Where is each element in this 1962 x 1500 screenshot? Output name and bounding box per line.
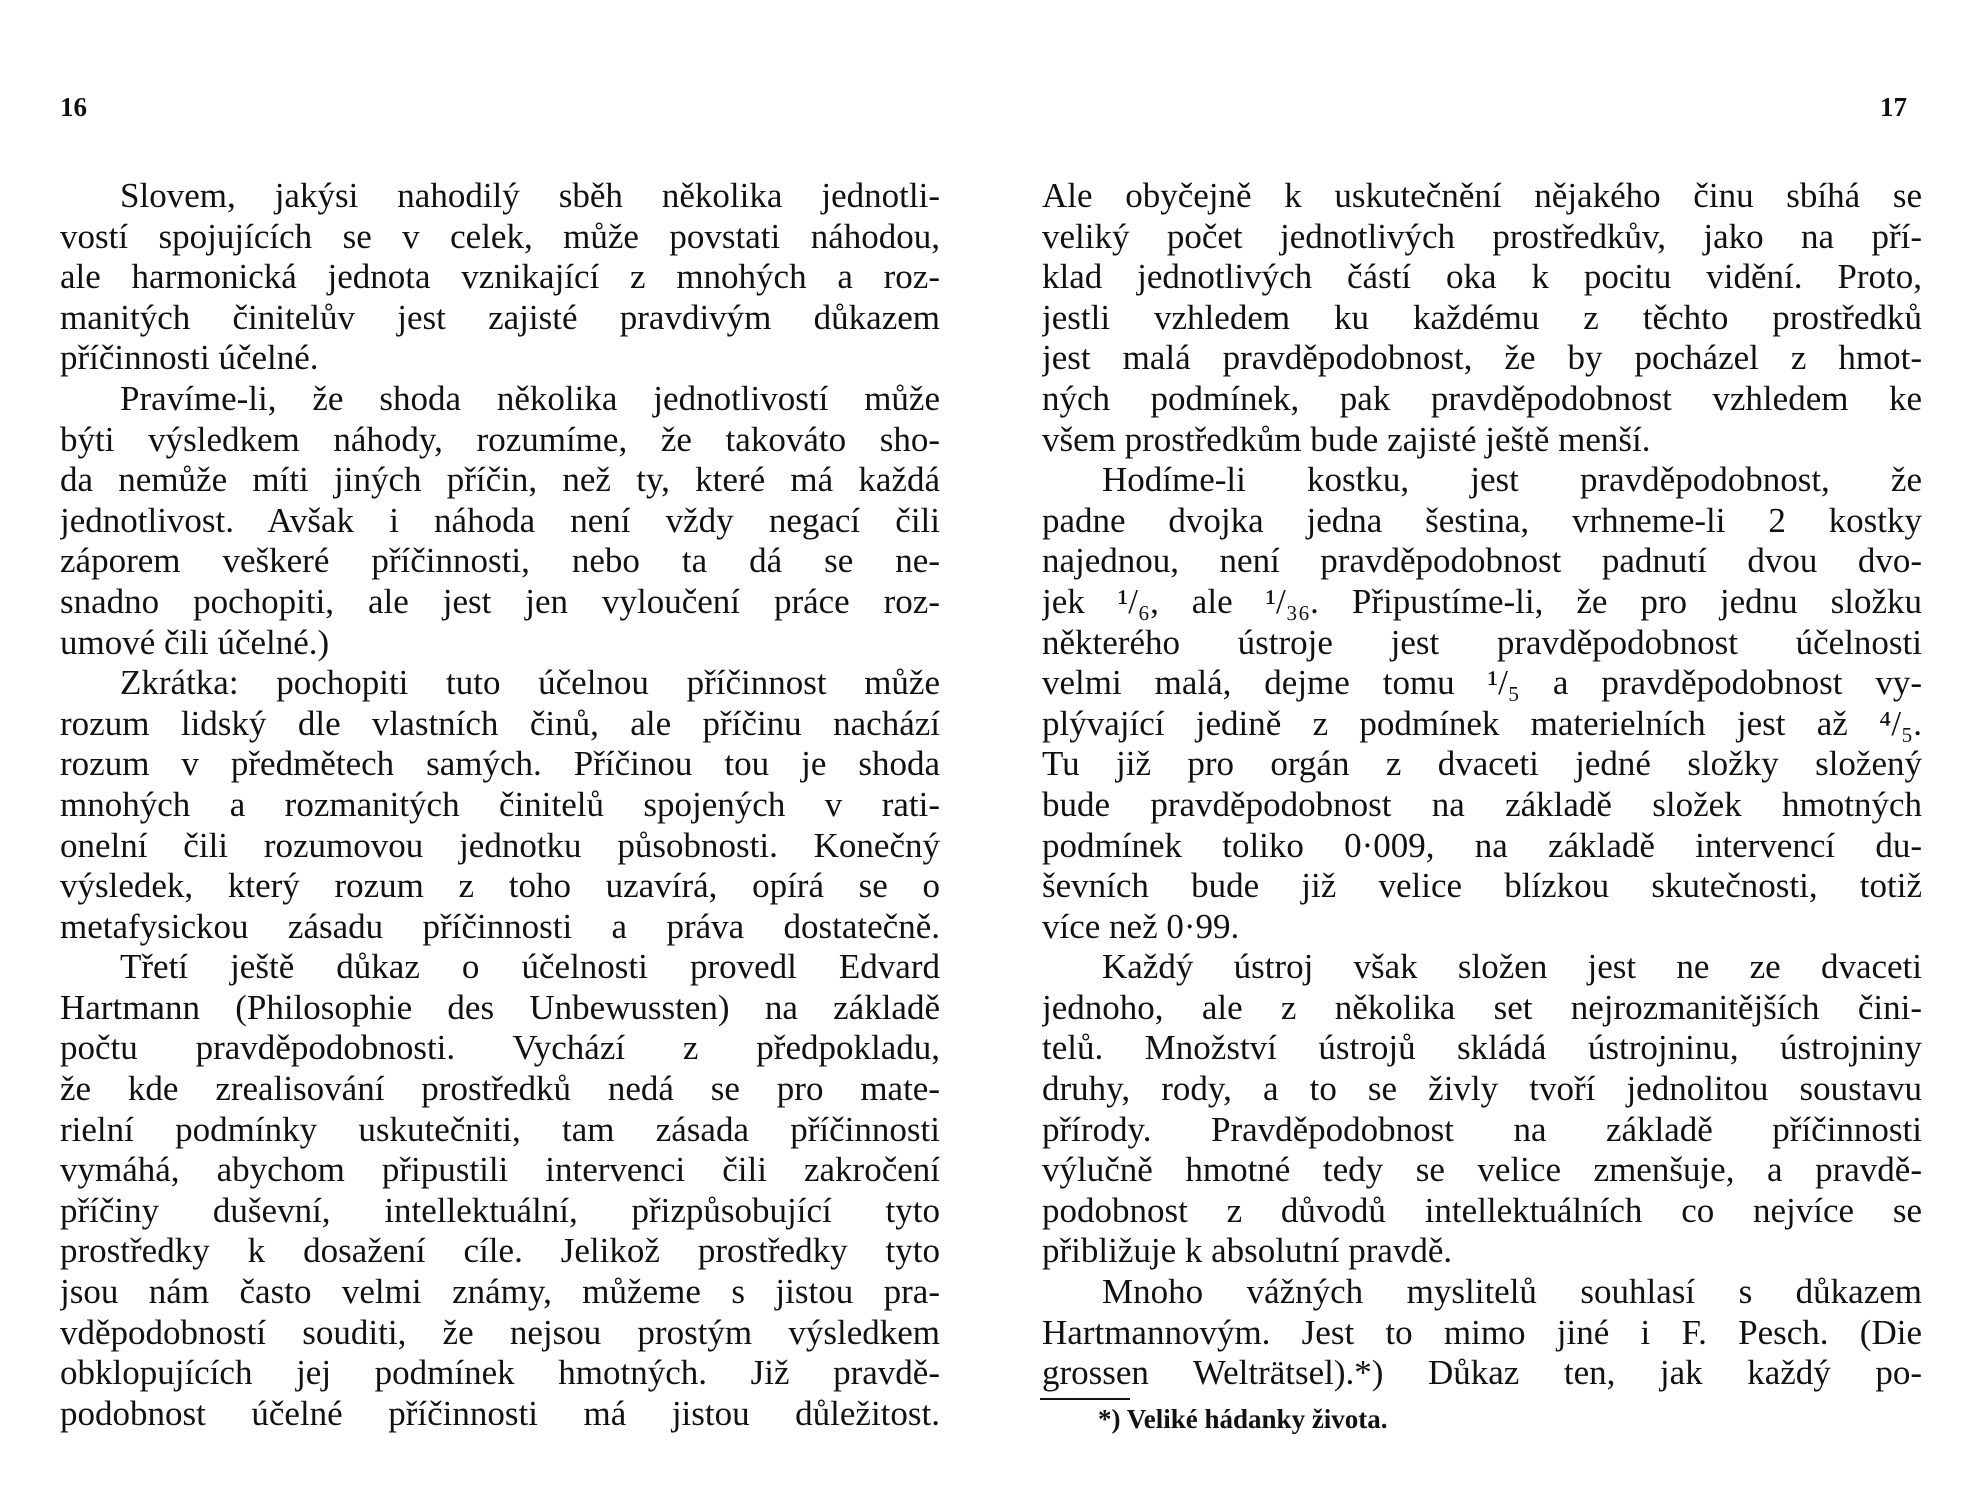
text-line: vymáhá, abychom připustili intervenci čili zakročení: [60, 1150, 940, 1190]
text-line: jek ¹/₆, ale ¹/₃₆. Připustíme-li, že pro jednu složku: [1042, 581, 1922, 621]
text-line: Mnoho vážných myslitelů souhlasí s důkazem: [1102, 1272, 1922, 1312]
text-line: že kde zrealisování prostředků nedá se pro mate-: [60, 1069, 940, 1109]
text-line: prostředky k dosažení cíle. Jelikož prostředky tyto: [60, 1231, 940, 1271]
text-line: veliký počet jednotlivých prostředkův, jako na pří-: [1042, 216, 1922, 256]
left-page-text: [60, 176, 940, 1434]
text-line: Hartmannovým. Jest to mimo jiné i F. Pesch. (Die: [1042, 1312, 1922, 1352]
text-line: Každý ústroj však složen jest ne ze dvaceti: [1102, 947, 1922, 987]
text-line: rozum lidský dle vlastních činů, ale příčinu nachází: [60, 703, 940, 743]
text-line: druhy, rody, a to se živly tvoří jednolitou soustavu: [1042, 1069, 1922, 1109]
text-line: jednotlivost. Avšak i náhoda není vždy negací čili: [60, 500, 940, 540]
text-line: záporem veškeré příčinnosti, nebo ta dá se ne-: [60, 541, 940, 581]
text-line: podobnost z důvodů intellektuálních co nejvíce se: [1042, 1190, 1922, 1230]
text-line: býti výsledkem náhody, rozumíme, že takováto sho-: [60, 419, 940, 459]
text-line: více než 0·99.: [1042, 906, 1240, 946]
text-line: přibližuje k absolutní pravdě.: [1042, 1231, 1453, 1271]
text-line: všem prostředkům bude zajisté ještě menší.: [1042, 419, 1651, 459]
text-line: velmi malá, dejme tomu ¹/₅ a pravděpodobnost vy-: [1042, 663, 1922, 703]
text-line: Pravíme-li, že shoda několika jednotlivostí může: [120, 378, 940, 418]
text-line: najednou, není pravděpodobnost padnutí dvou dvo-: [1042, 541, 1922, 581]
text-line: snadno pochopiti, ale jest jen vyloučení práce roz-: [60, 581, 940, 621]
text-line: počtu pravděpodobnosti. Vychází z předpokladu,: [60, 1028, 940, 1068]
text-line: plývající jedině z podmínek materielních jest až ⁴/₅.: [1042, 703, 1922, 743]
right-page-text: [1042, 176, 1922, 1394]
text-line: Hartmann (Philosophie des Unbewussten) na základě: [60, 987, 940, 1027]
text-line: jednoho, ale z několika set nejrozmanitějších čini-: [1042, 987, 1922, 1027]
text-line: jsou nám často velmi známy, můžeme s jistou pra-: [60, 1272, 940, 1312]
text-line: podmínek toliko 0·009, na základě intervencí du-: [1042, 825, 1922, 865]
page-number-left: 16: [60, 92, 87, 122]
text-line: manitých činitelův jest zajisté pravdivým důkazem: [60, 297, 940, 337]
text-line: telů. Množství ústrojů skládá ústrojninu, ústrojniny: [1042, 1028, 1922, 1068]
text-line: onelní čili rozumovou jednotku působnosti. Konečný: [60, 825, 940, 865]
text-line: obklopujících jej podmínek hmotných. Již pravdě-: [60, 1353, 940, 1393]
text-line: Zkrátka: pochopiti tuto účelnou příčinnost může: [120, 663, 940, 703]
text-line: padne dvojka jedna šestina, vrhneme-li 2 kostky: [1042, 500, 1922, 540]
text-line: Slovem, jakýsi nahodilý sběh několika jednotli-: [120, 176, 940, 215]
text-line: umové čili účelné.): [60, 622, 330, 662]
text-line: příčinnosti účelné.: [60, 338, 319, 378]
text-line: Hodíme-li kostku, jest pravděpodobnost, že: [1102, 460, 1922, 500]
text-line: Ale obyčejně k uskutečnění nějakého činu sbíhá se: [1042, 176, 1922, 215]
text-line: rielní podmínky uskutečniti, tam zásada příčinnosti: [60, 1109, 940, 1149]
text-line: podobnost účelné příčinnosti má jistou důležitost.: [60, 1393, 940, 1433]
text-line: Třetí ještě důkaz o účelnosti provedl Edvard: [120, 947, 940, 987]
text-line: klad jednotlivých částí oka k pocitu vidění. Proto,: [1042, 257, 1922, 297]
text-line: přírody. Pravděpodobnost na základě příčinnosti: [1042, 1109, 1922, 1149]
text-line: rozum v předmětech samých. Příčinou tou je shoda: [60, 744, 940, 784]
text-line: jest malá pravděpodobnost, že by pocházel z hmot-: [1042, 338, 1922, 378]
footnote: *) Veliké hádanky života.: [1098, 1404, 1388, 1434]
text-line: metafysickou zásadu příčinnosti a práva dostatečně.: [60, 906, 940, 946]
page-number-right: 17: [1880, 92, 1907, 122]
text-line: Tu již pro orgán z dvaceti jedné složky složený: [1042, 744, 1922, 784]
text-line: výsledek, který rozum z toho uzavírá, opírá se o: [60, 866, 940, 906]
text-line: ale harmonická jednota vznikající z mnohých a roz-: [60, 257, 940, 297]
text-line: příčiny duševní, intellektuální, přizpůsobující tyto: [60, 1190, 940, 1230]
text-line: vostí spojujících se v celek, může povstati náhodou,: [60, 216, 940, 256]
text-line: mnohých a rozmanitých činitelů spojených v rati-: [60, 784, 940, 824]
text-line: da nemůže míti jiných příčin, než ty, které má každá: [60, 460, 940, 500]
text-line: bude pravděpodobnost na základě složek hmotných: [1042, 784, 1922, 824]
text-line: některého ústroje jest pravděpodobnost účelnosti: [1042, 622, 1922, 662]
text-line: vděpodobností souditi, že nejsou prostým výsledkem: [60, 1312, 940, 1352]
footnote-divider: [1040, 1398, 1130, 1400]
text-line: grossen Welträtsel).*) Důkaz ten, jak každý po-: [1042, 1353, 1922, 1393]
text-line: ševních bude již velice blízkou skutečnosti, totiž: [1042, 866, 1922, 906]
text-line: ných podmínek, pak pravděpodobnost vzhledem ke: [1042, 378, 1922, 418]
text-line: výlučně hmotné tedy se velice zmenšuje, a pravdě-: [1042, 1150, 1922, 1190]
text-line: jestli vzhledem ku každému z těchto prostředků: [1042, 297, 1922, 337]
